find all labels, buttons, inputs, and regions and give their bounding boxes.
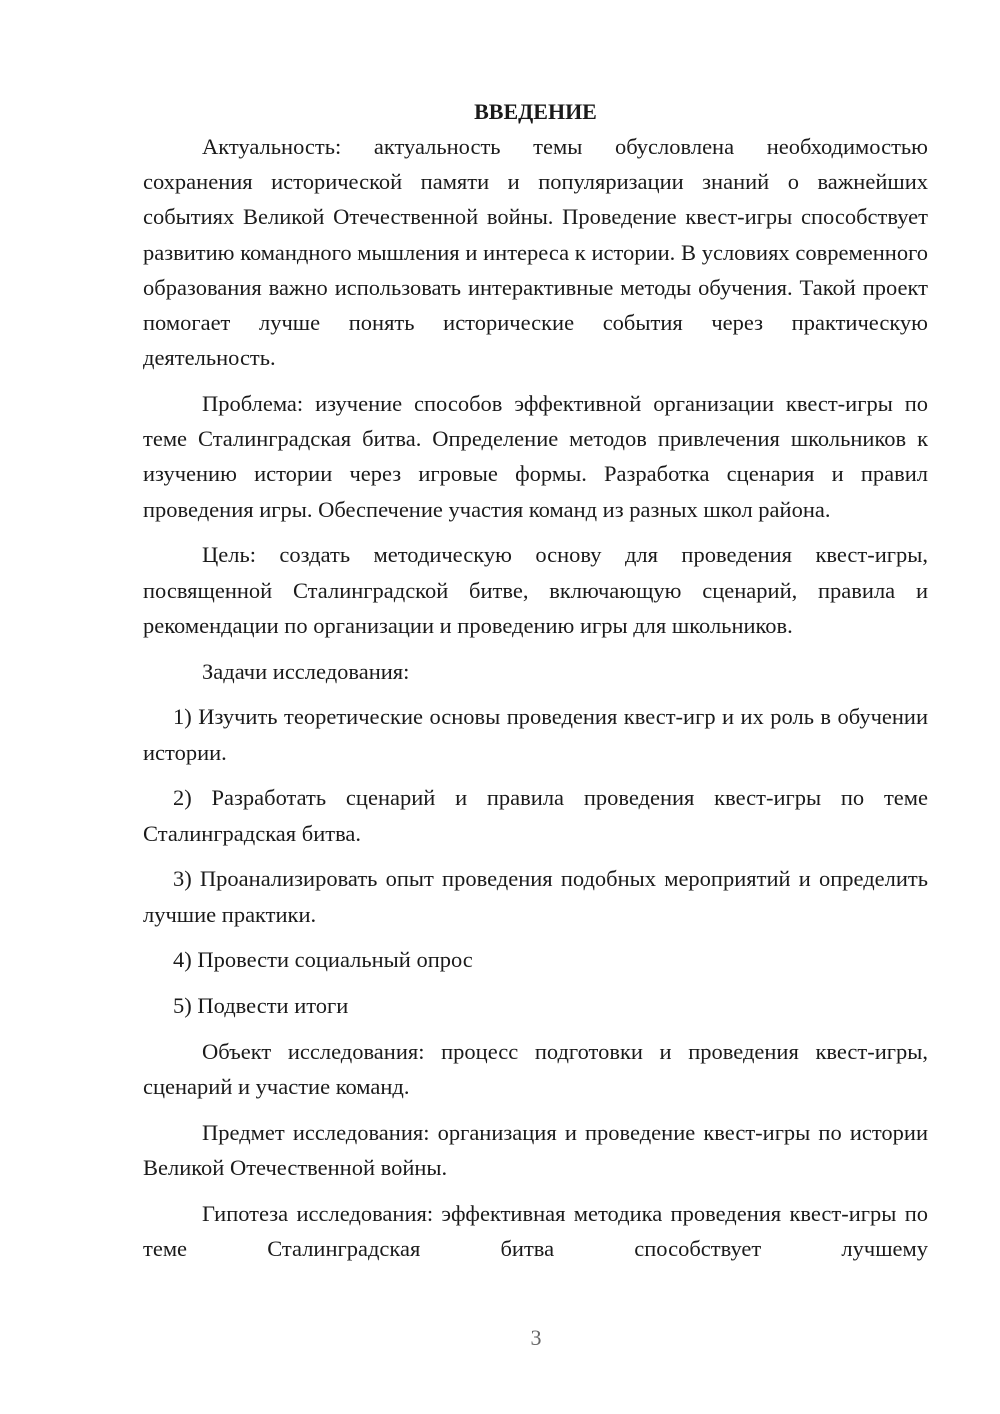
task-item-4: 4) Провести социальный опрос [173,947,473,973]
paragraph-problem: Проблема: изучение способов эффективной организации квест-игры по теме Сталинградская битва. Определение методов привлечения школьников к изучению истории через игровые формы. Разработка сценария и правил проведения игры. Обеспечение участия команд из разных школ района. [143,391,928,522]
task-item-2: 2) Разработать сценарий и правила проведения квест-игры по теме Сталинградская битва. [143,785,928,846]
paragraph-goal: Цель: создать методическую основу для проведения квест-игры, посвященной Сталинградской битве, включающую сценарий, правила и рекомендации по организации и проведению игры для школьников. [143,542,928,638]
task-item-5: 5) Подвести итоги [173,993,349,1019]
task-item-3: 3) Проанализировать опыт проведения подобных мероприятий и определить лучшие практики. [143,866,928,927]
section-heading: ВВЕДЕНИЕ [474,99,597,124]
paragraph-relevance: Актуальность: актуальность темы обусловлена необходимостью сохранения исторической памяти и популяризации знаний о важнейших событиях Великой Отечественной войны. Проведение квест-игры способствует развитию командного мышления и интереса к истории. В условиях современного образования важно использовать интерактивные методы обучения. Такой проект помогает лучше понять исторические события через практическую деятельность. [143,134,928,371]
paragraph-subject: Предмет исследования: организация и проведение квест-игры по истории Великой Отечественной войны. [143,1120,928,1181]
paragraph-hypothesis: Гипотеза исследования: эффективная методика проведения квест-игры по теме Сталинградская битва способствует лучшему [143,1201,928,1262]
paragraph-object: Объект исследования: процесс подготовки и проведения квест-игры, сценарий и участие команд. [143,1039,928,1100]
tasks-title: Задачи исследования: [202,658,410,684]
task-item-1: 1) Изучить теоретические основы проведения квест-игр и их роль в обучении истории. [143,704,928,765]
page-number: 3 [530,1325,542,1350]
document-page [143,94,928,1266]
